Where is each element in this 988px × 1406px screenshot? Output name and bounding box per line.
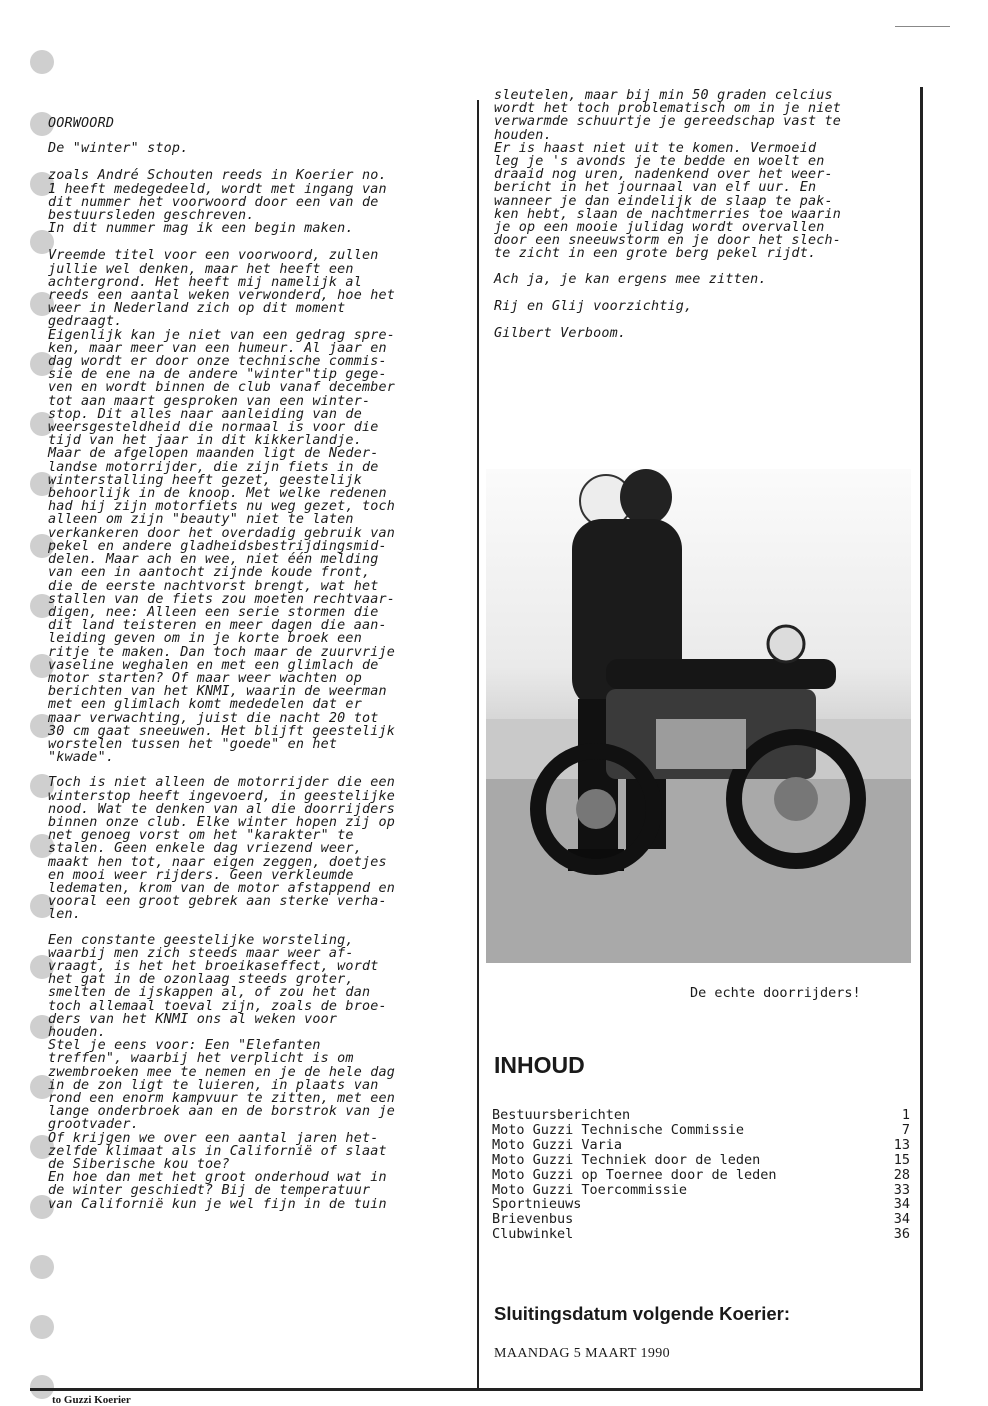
toc-label: Clubwinkel	[492, 1226, 574, 1243]
toc-page: 34	[893, 1196, 910, 1213]
toc-label: Brievenbus	[492, 1211, 574, 1228]
paragraph: zoals André Schouten reeds in Koerier no. 1 heeft medegedeeld, wordt met ingang van dit nummer het voorwoord door een van de bestuursleden geschreven.	[48, 168, 387, 224]
toc-page: 34	[893, 1211, 910, 1228]
toc-label: Sportnieuws	[492, 1196, 582, 1213]
toc-page: 1	[901, 1107, 910, 1123]
corner-mark	[895, 26, 950, 27]
deadline-date: MAANDAG 5 MAART 1990	[494, 1346, 671, 1361]
toc-item	[492, 1153, 910, 1168]
paragraph: Ach ja, je kan ergens mee zitten.	[494, 271, 767, 287]
toc-label: Moto Guzzi op Toernee door de leden	[492, 1166, 777, 1183]
inhoud-title: INHOUD	[494, 1052, 585, 1078]
closing: Rij en Glij voorzichtig,	[494, 298, 693, 314]
paragraph: Een constante geestelijke worsteling, waarbij men zich steeds maar weer af- vraagt, is het het broeikaseffect, wordt het gat in de ozonlaag steeds groter, smelten de ijskappen al, of zou het dan toch allemaal toeval zijn, zoals de broe- ders van het KNMI ons al weken voor houden. Stel je eens voor: Een "Elefanten treffen", waarbij het verplicht is om zwembroeken mee te nemen en je de hele dag in de zon ligt te luieren, in plaats van rond een enorm kampvuur te zitten, met een lange onderbroek aan en de borstrok van je grootvader. Of krijgen we over een aantal jaren het- zelfde klimaat als in Californië of slaat de Siberische kou toe? En hoe dan met het groot onderhoud wat in de winter geschiedt? Bij de temperatuur van Californië kun je wel fijn in de tuin	[48, 932, 395, 1212]
toc-item	[492, 1183, 910, 1198]
toc-label: Moto Guzzi Toercommissie	[492, 1181, 688, 1198]
toc-item	[492, 1138, 910, 1153]
signature: Gilbert Verboom.	[494, 326, 627, 342]
toc-item	[492, 1168, 910, 1183]
column-divider	[477, 100, 479, 1388]
toc-label: Moto Guzzi Techniek door de leden	[492, 1151, 761, 1168]
motorcycle-photo	[486, 469, 911, 963]
toc-item	[492, 1108, 910, 1123]
toc-label: Bestuursberichten	[492, 1107, 631, 1123]
toc-item	[492, 1197, 910, 1212]
paragraph: In dit nummer mag ik een begin maken.	[48, 221, 354, 237]
toc-page: 7	[901, 1121, 910, 1138]
paragraph: Vreemde titel voor een voorwoord, zullen jullie wel denken, maar het heeft een achtergrond. Het heeft mij namelijk al reeds een aantal weken verwonderd, hoe het weer in Nederland zich op dit moment gedraagt. Eigenlijk kan je niet van een gedrag spre- ken, maar meer van een humeur. Al jaar en dag wordt er door onze technische commis- sie de ene na de andere "winter"tip gege- ven en wordt binnen de club vanaf december tot aan maart gesproken van een winter- stop. Dit alles naar aanleiding van de weersgesteldheid die normaal is voor die tijd van het jaar in dit kikkerlandje. Maar de afgelopen maanden ligt de Neder- landse motorrijder, die zijn fiets in de winterstalling heeft gezet, geestelijk behoorlijk in de knoop. Met welke redenen had hij zijn motorfiets nu weg gezet, toch alleen om zijn "beauty" niet te laten verkankeren door het overdadig gebruik van pekel en andere gladheidsbestrijdingsmid- delen. Maar ach en wee, niet één melding van een in aantocht zijnde koude front, die de eerste nachtvorst brengt, wat het stallen van de fiets zou moeten rechtvaar- digen, nee: Alleen een serie stormen die dit land teisteren en meer dagen die aan- leiding geven om in je korte broek een ritje te maken. Dan toch maar de zuurvrije vaseline weghalen en met een glimlach de motor starten? Of maar weer wachten op berichten van het KNMI, waarin de weerman met een glimlach komt mededelen dat er maar verwachting, juist die nacht 20 tot 30 cm gaat sneeuwen. Het blijft geestelijk worstelen tussen het "goede" en het "kwade".	[48, 248, 395, 766]
heading-voorwoord: OORWOORD	[48, 116, 115, 131]
toc-page: 28	[893, 1166, 910, 1183]
toc-item	[492, 1227, 910, 1242]
toc-page: 15	[893, 1151, 910, 1168]
toc-label: Moto Guzzi Varia	[492, 1136, 623, 1153]
table-of-contents	[492, 1108, 910, 1242]
photo-caption: De echte doorrijders!	[690, 985, 861, 1001]
footer-text: to Guzzi Koerier	[52, 1394, 131, 1406]
toc-page: 13	[893, 1136, 910, 1153]
paragraph: sleutelen, maar bij min 50 graden celcius wordt het toch problematisch om in je niet verwarmde schuurtje je gereedschap vast te houden. Er is haast niet uit te komen. Vermoeid leg je 's avonds je te bedde en woelt en draaid nog uren, nadenkend over het weer- bericht in het journaal van elf uur. En wanneer je dan eindelijk de slaap te pak- ken hebt, slaan de nachtmerries toe waarin je op een mooie julidag wordt overvallen door een sneeuwstorm en je door het slech- te zicht in een grote berg pekel rijdt.	[494, 88, 841, 262]
subheading: De "winter" stop.	[48, 141, 189, 157]
toc-label: Moto Guzzi Technische Commissie	[492, 1121, 744, 1138]
toc-page: 33	[893, 1181, 910, 1198]
toc-item	[492, 1123, 910, 1138]
paragraph: Toch is niet alleen de motorrijder die een winterstop heeft ingevoerd, in geestelijke nood. Wat te denken van al die doorrijders binnen onze club. Elke winter hopen zij op net genoeg vorst om het "karakter" te stalen. Geen enkele dag vriezend weer, maakt hen tot, naar eigen zeggen, doetjes en mooi weer rijders. Geen verkleumde ledematen, krom van de motor afstappend en vooral een groot gebrek aan sterke verha- len.	[48, 775, 395, 923]
toc-item	[492, 1212, 910, 1227]
deadline-title: Sluitingsdatum volgende Koerier:	[494, 1303, 791, 1324]
right-column	[494, 89, 914, 352]
punch-hole	[30, 50, 54, 74]
left-column	[48, 117, 472, 1223]
toc-page: 36	[893, 1226, 910, 1243]
